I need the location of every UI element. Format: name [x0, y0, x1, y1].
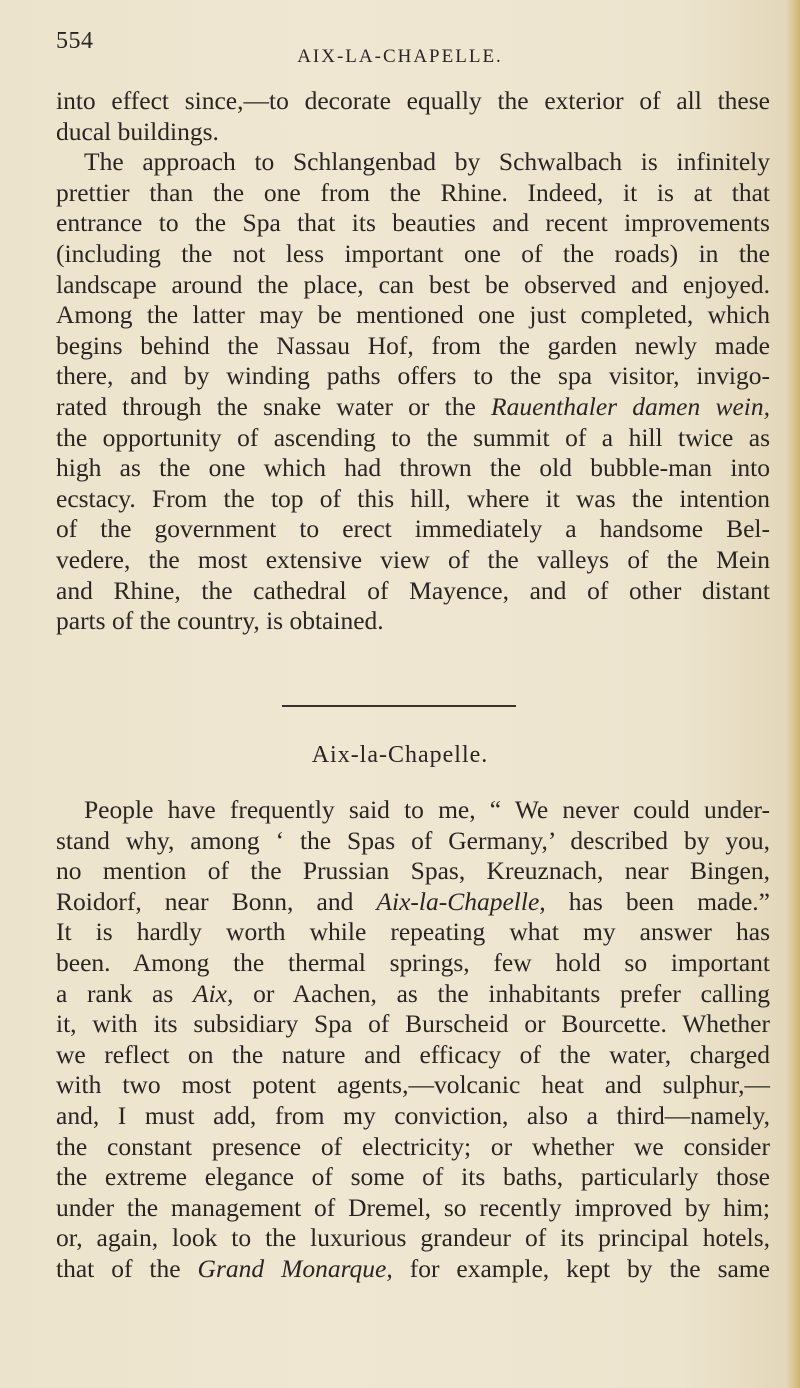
text-line: and Rhine, the cathedral of Mayence, and of other distant	[56, 575, 770, 605]
text-line: It is hardly worth while repeating what my answer has	[56, 917, 770, 947]
text-line: under the management of Dremel, so recently improved by him;	[56, 1192, 770, 1222]
text-line: The approach to Schlangenbad by Schwalbach is infinitely	[84, 147, 770, 177]
text-block-upper	[56, 86, 770, 637]
text-run: or Aachen, as the inhabitants prefer calling	[233, 978, 770, 1008]
text-line: ecstacy. From the top of this hill, where it was the intention	[56, 483, 770, 513]
text-line: Among the latter may be mentioned one just completed, which	[56, 300, 770, 330]
text-line: the extreme elegance of some of its baths, particularly those	[56, 1162, 770, 1192]
paragraph	[56, 86, 770, 147]
text-line: into effect since,—to decorate equally the exterior of all these	[56, 86, 770, 115]
text-line: landscape around the place, can best be observed and enjoyed.	[56, 269, 770, 299]
text-line: the opportunity of ascending to the summit of a hill twice as	[56, 422, 770, 452]
text-line: of the government to erect immediately a handsome Bel-	[56, 514, 770, 544]
text-line	[56, 392, 770, 423]
text-line	[56, 887, 770, 918]
text-block-lower	[56, 795, 770, 1285]
section-title: Aix-la-Chapelle.	[311, 742, 489, 768]
text-run: has been made.”	[545, 886, 771, 916]
text-line: prettier than the one from the Rhine. Indeed, it is at that	[56, 177, 770, 207]
paragraph	[56, 795, 770, 1285]
text-line: or, again, look to the luxurious grandeur of its principal hotels,	[56, 1223, 770, 1253]
text-line: we reflect on the nature and efficacy of the water, charged	[56, 1039, 770, 1069]
text-line: and, I must add, from my conviction, also a third—namely,	[56, 1100, 770, 1130]
text-run: that of the	[56, 1253, 198, 1283]
italic-text: Grand Monarque,	[197, 1253, 393, 1283]
text-line: it, with its subsidiary Spa of Burscheid or Bourcette. Whether	[56, 1009, 770, 1039]
text-line: there, and by winding paths offers to the spa visitor, invigo-	[56, 361, 770, 391]
text-line: stand why, among ‘ the Spas of Germany,’ described by you,	[56, 825, 770, 855]
text-line	[56, 979, 770, 1010]
paragraph	[56, 147, 770, 637]
text-line: begins behind the Nassau Hof, from the garden newly made	[56, 330, 770, 360]
text-line: with two most potent agents,—volcanic heat and sulphur,—	[56, 1070, 770, 1100]
text-run: for example, kept by the same	[392, 1253, 770, 1283]
text-run: rated through the snake water or the	[56, 391, 491, 421]
text-line: been. Among the thermal springs, few hold so important	[56, 947, 770, 977]
text-line	[56, 1254, 770, 1285]
text-run: Roidorf, near Bonn, and	[56, 886, 377, 916]
text-line: People have frequently said to me, “ We never could under-	[84, 795, 770, 824]
text-line: vedere, the most extensive view of the valleys of the Mein	[56, 544, 770, 574]
italic-text: Aix,	[193, 978, 234, 1008]
section-divider	[282, 705, 516, 707]
text-run: a rank as	[56, 978, 194, 1008]
text-line: entrance to the Spa that its beauties and recent improvements	[56, 208, 770, 238]
text-line: ducal buildings.	[56, 116, 219, 146]
italic-text: Rauenthaler damen wein,	[491, 391, 770, 421]
text-line: parts of the country, is obtained.	[56, 606, 384, 636]
page-number: 554	[56, 28, 94, 54]
text-line: the constant presence of electricity; or whether we consider	[56, 1131, 770, 1161]
running-title: AIX-LA-CHAPELLE.	[297, 46, 503, 67]
italic-text: Aix-la-Chapelle,	[376, 886, 546, 916]
text-line: (including the not less important one of the roads) in the	[56, 238, 770, 268]
text-line: high as the one which had thrown the old bubble-man into	[56, 453, 770, 483]
text-line: no mention of the Prussian Spas, Kreuznach, near Bingen,	[56, 856, 770, 886]
page-edge	[786, 0, 800, 1388]
